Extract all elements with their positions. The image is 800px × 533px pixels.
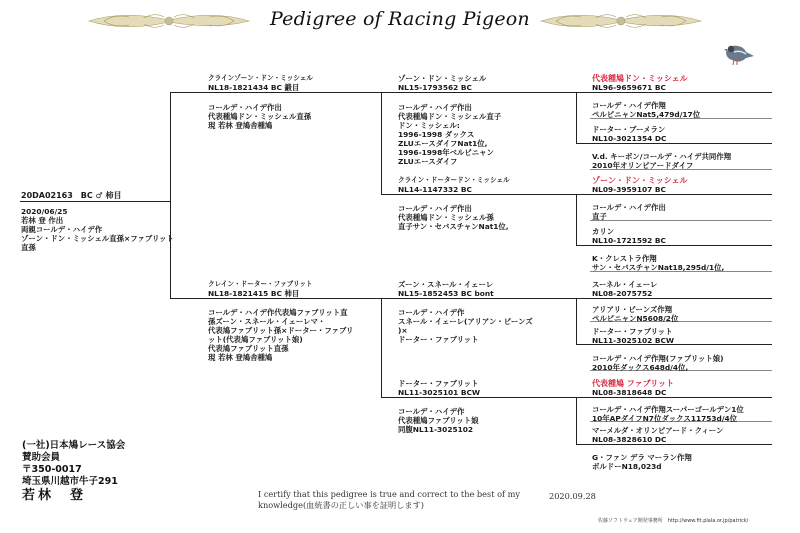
sd-name: クライン・ドータードン・ミッシェル bbox=[398, 176, 510, 184]
dam-notes: コールデ・ハイデ作代表鳩ファブリット直 孫ズーン・スネール・イェーレマ・ 代表鳩ファブリット孫×ドーター・ファブリ ット(代表鳩ファブリット娘) 代表鳩ファブリット直孫 現 若林 登鳩舎種鳩 bbox=[208, 308, 354, 362]
g1-notes: コールデ・ハイデ作翔 ペルピニャンNat5,479d/17位 bbox=[592, 101, 701, 119]
g3-notes: V.d. キーボン/コールデ・ハイデ共同作翔 2010年オリンピアードダイフ bbox=[592, 152, 732, 170]
g2-name: ドーター・ブーメラン bbox=[592, 125, 666, 134]
g2-ring: NL10-3021354 DC bbox=[592, 134, 667, 143]
g12-name: 代表種鳩 ファブリット bbox=[592, 379, 674, 388]
g15-notes: G・ファン デラ マーラン作翔 ボルドーN18,023d bbox=[592, 453, 692, 471]
subject-notes: 2020/06/25 若林 登 作出 両親コールデ・ハイデ作 ゾーン・ドン・ミッシェル直孫×ファブリット 直孫 bbox=[21, 207, 174, 252]
left-ornament bbox=[84, 8, 254, 34]
breeder-info: (一社)日本鳩レース協会 賛助会員 〒350-0017 埼玉県川越市牛子291 若林 登 bbox=[22, 440, 126, 503]
ss-ring: NL15-1793562 BC bbox=[398, 83, 472, 92]
dd-name: ドーター・ファブリット bbox=[398, 379, 479, 388]
sire-notes: コールデ・ハイデ作出 代表種鳩ドン・ミッシェル直孫 現 若林 登鳩舎種鳩 bbox=[208, 103, 312, 130]
g7-notes: K・クレストラ作翔 サン・セバスチャンNat18,295d/1位, bbox=[592, 254, 725, 272]
dd-ring: NL11-3025101 BCW bbox=[398, 388, 481, 397]
software-credit: 佐藤ソフトウェア開発事務所 http://www.fit.plala.or.jp/patrick/ bbox=[598, 518, 749, 524]
g5-notes: コールデ・ハイデ作出 直子 bbox=[592, 203, 666, 221]
right-ornament bbox=[536, 8, 706, 34]
pigeon-icon bbox=[722, 38, 756, 68]
ds-name: ズーン・スネール・イェーレ bbox=[398, 280, 494, 289]
ss-name: ゾーン・ドン・ミッシェル bbox=[398, 74, 487, 83]
g14-name: マーメルダ・オリンピアード・クィーン bbox=[592, 426, 724, 435]
g12-ring: NL08-3818648 DC bbox=[592, 388, 667, 397]
g10-name: ドーター・ファブリット bbox=[592, 327, 673, 336]
sire-name: クラインゾーン・ドン・ミッシェル bbox=[208, 74, 313, 82]
ss-notes: コールデ・ハイデ作出 代表種鳩ドン・ミッシェル直子 ドン・ミッシェル: 1996-1998 ダックス ZLUエースダイフNat1位, 1996-1998年ベルビニャン ZLUエースダイフ bbox=[398, 103, 502, 166]
g14-ring: NL08-3828610 DC bbox=[592, 435, 667, 444]
g0-name: 代表種鳩ドン・ミッシェル bbox=[592, 74, 688, 83]
breeder-name: 若林 登 bbox=[22, 488, 87, 503]
dd-notes: コールデ・ハイデ作 代表種鳩ファブリット娘 同腹NL11-3025102 bbox=[398, 407, 479, 434]
ds-notes: コールデ・ハイデ作 スネール・イェーレ(アリアン・ビーンズ )× ドーター・ファブリット bbox=[398, 308, 533, 344]
g4-name: ゾーン・ドン・ミッシェル bbox=[592, 176, 688, 185]
g9-notes: アリアリ・ビーンズ作翔 ペルビニャンN5608/2位 bbox=[592, 305, 679, 323]
subject-ring: 20DA02163 BC ♂ 柿目 bbox=[21, 191, 122, 200]
sire-ring: NL18-1821434 BC 鍛目 bbox=[208, 83, 300, 92]
g13-notes: コールデ・ハイデ作翔スーパーゴールデン1位 10年APダイフN7位ダックス11753d/4位 bbox=[592, 405, 744, 423]
ds-ring: NL15-1852453 BC bont bbox=[398, 289, 494, 298]
g8-ring: NL08-2075752 bbox=[592, 289, 653, 298]
g10-ring: NL11-3025102 BCW bbox=[592, 336, 675, 345]
g8-name: スーネル・イェーレ bbox=[592, 280, 658, 289]
g4-ring: NL09-3959107 BC bbox=[592, 185, 666, 194]
sd-notes: コールデ・ハイデ作出 代表種鳩ドン・ミッシェル孫 直子サン・セバスチャンNat1位, bbox=[398, 204, 509, 231]
dam-ring: NL18-1821415 BC 柿目 bbox=[208, 289, 300, 298]
g6-ring: NL10-1721592 BC bbox=[592, 236, 666, 245]
dam-name: クレイン・ドーター・ファブリット bbox=[208, 280, 313, 288]
sd-ring: NL14-1147332 BC bbox=[398, 185, 472, 194]
g11-notes: コールデ・ハイデ作翔(ファブリット娘) 2010年ダックス648d/4位, bbox=[592, 354, 724, 372]
g0-ring: NL96-9659671 BC bbox=[592, 83, 666, 92]
certification: I certify that this pedigree is true and correct to the best of my knowledge(血統書の正しい事を証明します) bbox=[258, 489, 521, 510]
certification-date: 2020.09.28 bbox=[549, 491, 596, 501]
document-title: Pedigree of Racing Pigeon bbox=[270, 8, 530, 30]
g6-name: カリン bbox=[592, 227, 615, 236]
